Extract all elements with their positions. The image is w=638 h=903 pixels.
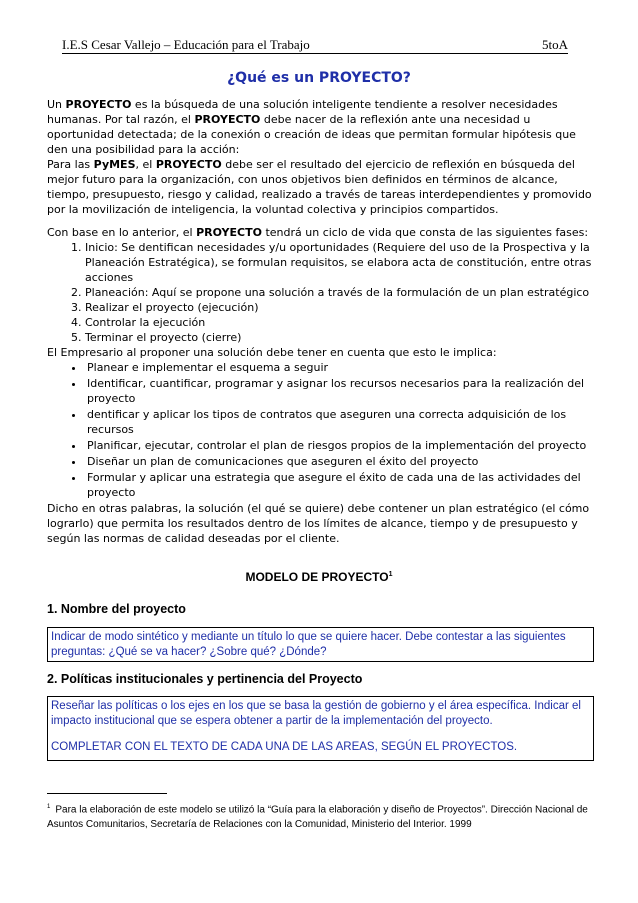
implications-list xyxy=(47,360,595,500)
header-grade: 5toA xyxy=(542,37,568,52)
empresario-intro: El Empresario al proponer una solución debe tener en cuenta que esto le implica: xyxy=(47,346,497,359)
text-run: , el xyxy=(135,158,156,171)
text-run: debe nacer de la reflexión ante una necesidad u oportunidad detectada; de la conexión o creación de ideas que permitan formular hipótesis que den una posibilidad para la acción: xyxy=(47,113,576,156)
header-school-course: I.E.S Cesar Vallejo – Educación para el Trabajo xyxy=(62,37,310,52)
bold-term: PROYECTO xyxy=(155,158,222,171)
list-item: • Planear e implementar el esquema a seguir xyxy=(85,360,595,375)
page-title: ¿Qué es un PROYECTO? xyxy=(227,70,411,86)
list-item: 2. Planeación: Aquí se propone una solución a través de la formulación de un plan estratégico xyxy=(85,285,595,300)
footnote-reference: 1 xyxy=(388,571,393,578)
bold-term: PROYECTO xyxy=(194,113,261,126)
modelo-heading xyxy=(0,570,638,584)
bold-term: PROYECTO xyxy=(196,226,262,239)
modelo-title: MODELO DE PROYECTO xyxy=(245,570,389,584)
intro-paragraph-1 xyxy=(47,97,595,157)
footnote-mark: 1 xyxy=(47,804,51,810)
section-2-box xyxy=(47,696,594,761)
text-run: tendrá un ciclo de vida que consta de las siguientes fases: xyxy=(261,226,589,239)
page-header xyxy=(62,36,568,54)
intro-paragraph-3 xyxy=(47,225,595,240)
list-item: • Diseñar un plan de comunicaciones que aseguren el éxito del proyecto xyxy=(85,454,595,469)
list-item: • Formular y aplicar una estrategia que asegure el éxito de cada una de las actividades del proyecto xyxy=(85,470,595,500)
list-item: 4. Controlar la ejecución xyxy=(85,315,595,330)
list-item: • Identificar, cuantificar, programar y asignar los recursos necesarios para la realización del proyecto xyxy=(85,376,595,406)
section-2-box-text: Reseñar las políticas o los ejes en los que se basa la gestión de gobierno y el área específica. Indicar el impacto institucional que se espera obtener a partir de la implementación del proyecto. xyxy=(51,700,581,727)
bold-term: PyMES xyxy=(93,158,136,171)
text-run: es la búsqueda de una solución inteligente tendiente a resolver necesidades humanas. Por tal razón, el xyxy=(47,98,558,126)
section-1-box-text: Indicar de modo sintético y mediante un título lo que se quiere hacer. Debe contestar a las siguientes preguntas: ¿Qué se va hacer? ¿Sobre qué? ¿Dónde? xyxy=(51,631,566,658)
section-2-box-note: COMPLETAR CON EL TEXTO DE CADA UNA DE LAS AREAS, SEGÚN EL PROYECTOS. xyxy=(51,741,518,753)
list-item: 3. Realizar el proyecto (ejecución) xyxy=(85,300,595,315)
text-run: Con base en lo anterior, el xyxy=(47,226,197,239)
section-1-heading: 1. Nombre del proyecto xyxy=(47,602,186,616)
list-item: 1. Inicio: Se dentifican necesidades y/u oportunidades (Requiere del uso de la Prospectiva y la Planeación Estratégica), se formulan requisitos, se elabora acta de constitución, entre otras acciones xyxy=(85,240,595,285)
text-run: Un xyxy=(47,98,66,111)
section-1-box xyxy=(47,627,594,662)
phases-list xyxy=(47,240,595,345)
conclusion-paragraph: Dicho en otras palabras, la solución (el qué se quiere) debe contener un plan estratégico (el cómo lograrlo) que permita los resultados dentro de los límites de alcance, tiempo y de presupuesto y según las normas de calidad deseadas por el cliente. xyxy=(47,502,590,545)
list-item: • dentificar y aplicar los tipos de contratos que aseguren una correcta adquisición de los recursos xyxy=(85,407,595,437)
main-content xyxy=(47,97,595,546)
text-run: Para las xyxy=(47,158,94,171)
section-2-heading: 2. Políticas institucionales y pertinencia del Proyecto xyxy=(47,672,363,686)
footnote-text: Para la elaboración de este modelo se utilizó la “Guía para la elaboración y diseño de Proyectos”. Dirección Nacional de Asuntos Comunitarios, Secretaría de Relaciones con la Comunidad, Ministerio del Interior. 1999 xyxy=(47,804,588,831)
footnote-separator xyxy=(47,793,167,794)
intro-paragraph-2 xyxy=(47,157,595,217)
text-run: debe ser el resultado del ejercicio de reflexión en búsqueda del mejor futuro para la organización, con unos objetivos bien definidos en términos de alcance, tiempo, presupuesto, riesgo y calidad, realizado a través de tareas interdependientes y promovido por la movilización de inteligencia, la voluntad colectiva y principios compartidos. xyxy=(47,158,592,216)
list-item: • Planificar, ejecutar, controlar el plan de riesgos propios de la implementación del proyecto xyxy=(85,438,595,453)
list-item: 5. Terminar el proyecto (cierre) xyxy=(85,330,595,345)
footnote xyxy=(47,800,607,832)
bold-term: PROYECTO xyxy=(65,98,132,111)
